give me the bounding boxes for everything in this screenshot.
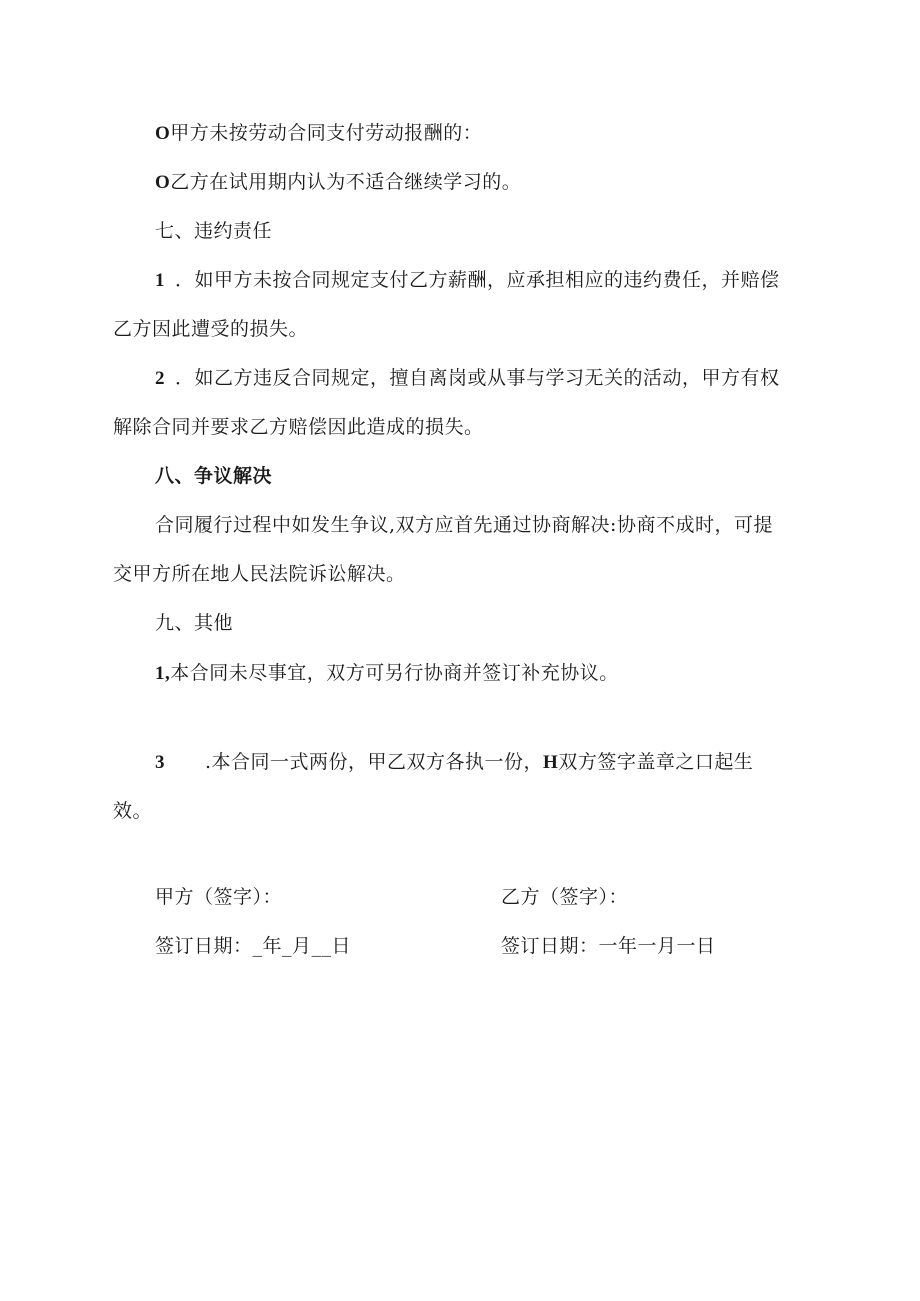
other-clause-3-line-1 <box>155 750 753 775</box>
clause-text: .本合同一式两份，甲乙双方各执一份， <box>205 751 544 773</box>
clause-number: 2 <box>155 368 165 389</box>
item-text: 乙方在试用期内认为不适合继续学习的。 <box>170 171 522 193</box>
termination-item-2 <box>155 170 521 195</box>
clause-text: ．如乙方违反合同规定，擅自离岗或从事与学习无关的活动，甲方有权 <box>175 367 780 389</box>
party-b-sign-date: 签订日期：一年一月一日 <box>501 935 716 957</box>
section-heading-liability: 七、违约责任 <box>155 220 273 242</box>
other-clause-1 <box>155 661 619 686</box>
clause-text: 本合同未尽事宜，双方可另行协商并签订补充协议。 <box>170 662 619 684</box>
clause-text-continued: 双方签字盖章之口起生 <box>558 751 754 773</box>
clause-number: 1 <box>155 270 165 291</box>
section-heading-dispute: 八、争议解决 <box>155 465 273 487</box>
liability-clause-2-line-2: 解除合同并要求乙方赔偿因此造成的损失。 <box>113 416 484 438</box>
party-a-sign-date: 签订日期：_年_月__日 <box>155 935 352 957</box>
party-b-signature-label: 乙方（签字）： <box>501 886 629 908</box>
liability-clause-1-line-1 <box>155 268 780 293</box>
clause-number: 3 <box>155 752 165 773</box>
termination-item-1 <box>155 121 482 146</box>
item-marker: O <box>155 172 171 193</box>
dispute-paragraph-line-1: 合同履行过程中如发生争议,双方应首先通过协商解决:协商不成时，可提 <box>155 514 773 536</box>
item-text: 甲方未按劳动合同支付劳动报酬的： <box>170 122 483 144</box>
liability-clause-1-line-2: 乙方因此遭受的损失。 <box>113 318 309 340</box>
dispute-paragraph-line-2: 交甲方所在地人民法院诉讼解决。 <box>113 563 406 585</box>
party-a-signature-label: 甲方（签字）： <box>155 886 283 908</box>
item-marker: O <box>155 123 171 144</box>
section-heading-other: 九、其他 <box>155 612 234 634</box>
liability-clause-2-line-1 <box>155 366 780 391</box>
clause-number: 1, <box>155 663 171 684</box>
clause-mark: H <box>543 752 559 773</box>
clause-text: ．如甲方未按合同规定支付乙方薪酬，应承担相应的违约费任，并赔偿 <box>175 269 780 291</box>
other-clause-3-line-2: 效。 <box>113 800 153 822</box>
